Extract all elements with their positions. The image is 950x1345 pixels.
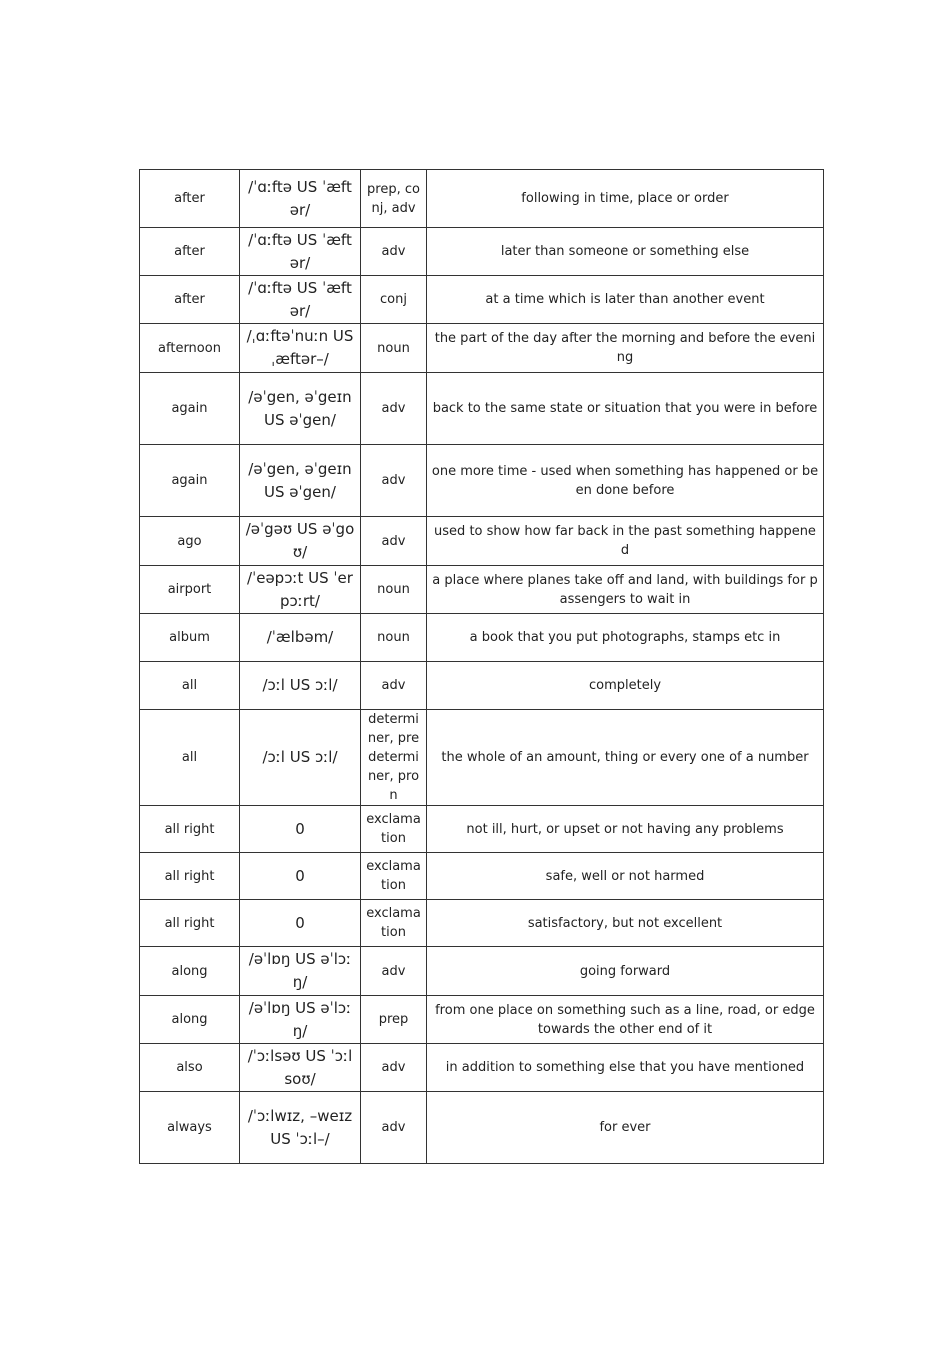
definition-cell: used to show how far back in the past something happened — [427, 517, 824, 566]
definition-cell: at a time which is later than another event — [427, 276, 824, 324]
definition-cell: from one place on something such as a line, road, or edge towards the other end of it — [427, 996, 824, 1044]
table-row — [140, 517, 824, 566]
part-of-speech-cell: noun — [361, 566, 427, 614]
table-row — [140, 1092, 824, 1164]
definition-cell: for ever — [427, 1092, 824, 1164]
definition-cell: one more time - used when something has happened or been done before — [427, 445, 824, 517]
pronunciation-cell: /əˈgen, əˈgeɪn US əˈgen/ — [240, 445, 361, 517]
part-of-speech-cell: exclamation — [361, 806, 427, 853]
table-row — [140, 324, 824, 373]
table-row — [140, 373, 824, 445]
pronunciation-cell: 0 — [240, 900, 361, 947]
word-cell: along — [140, 947, 240, 996]
part-of-speech-cell: determiner, predeterminer, pron — [361, 710, 427, 806]
table-row — [140, 276, 824, 324]
pronunciation-cell: /ˈælbəm/ — [240, 614, 361, 662]
part-of-speech-cell: adv — [361, 1044, 427, 1092]
definition-cell: safe, well or not harmed — [427, 853, 824, 900]
table-row — [140, 228, 824, 276]
definition-cell: satisfactory, but not excellent — [427, 900, 824, 947]
part-of-speech-cell: adv — [361, 228, 427, 276]
word-cell: along — [140, 996, 240, 1044]
word-cell: all — [140, 710, 240, 806]
pronunciation-cell: /ˈɑːftə US ˈæftər/ — [240, 276, 361, 324]
word-cell: after — [140, 170, 240, 228]
word-cell: all right — [140, 900, 240, 947]
word-cell: always — [140, 1092, 240, 1164]
pronunciation-cell: /əˈlɒŋ US əˈlɔːŋ/ — [240, 996, 361, 1044]
table-row — [140, 445, 824, 517]
pronunciation-cell: /ˌɑːftəˈnuːn US ˌæftər–/ — [240, 324, 361, 373]
part-of-speech-cell: adv — [361, 445, 427, 517]
word-cell: after — [140, 228, 240, 276]
pronunciation-cell: 0 — [240, 806, 361, 853]
definition-cell: not ill, hurt, or upset or not having any problems — [427, 806, 824, 853]
pronunciation-cell: /əˈgen, əˈgeɪn US əˈgen/ — [240, 373, 361, 445]
word-cell: airport — [140, 566, 240, 614]
part-of-speech-cell: adv — [361, 947, 427, 996]
table-row — [140, 1044, 824, 1092]
pronunciation-cell: /ˈɔːlsəʊ US ˈɔːlsoʊ/ — [240, 1044, 361, 1092]
pronunciation-cell: /ɔːl US ɔːl/ — [240, 710, 361, 806]
pronunciation-cell: 0 — [240, 853, 361, 900]
definition-cell: in addition to something else that you have mentioned — [427, 1044, 824, 1092]
word-cell: album — [140, 614, 240, 662]
definition-cell: later than someone or something else — [427, 228, 824, 276]
word-cell: after — [140, 276, 240, 324]
pronunciation-cell: /ˈɑːftə US ˈæftər/ — [240, 170, 361, 228]
pronunciation-cell: /ˈɔːlwɪz, –weɪz US ˈɔːl–/ — [240, 1092, 361, 1164]
table-row — [140, 853, 824, 900]
part-of-speech-cell: prep — [361, 996, 427, 1044]
word-cell: afternoon — [140, 324, 240, 373]
table-row — [140, 806, 824, 853]
table-row — [140, 170, 824, 228]
table-row — [140, 662, 824, 710]
definition-cell: a book that you put photographs, stamps etc in — [427, 614, 824, 662]
part-of-speech-cell: exclamation — [361, 853, 427, 900]
vocabulary-table — [139, 169, 824, 1164]
definition-cell: a place where planes take off and land, with buildings for passengers to wait in — [427, 566, 824, 614]
definition-cell: back to the same state or situation that you were in before — [427, 373, 824, 445]
part-of-speech-cell: adv — [361, 1092, 427, 1164]
table-row — [140, 566, 824, 614]
definition-cell: following in time, place or order — [427, 170, 824, 228]
part-of-speech-cell: noun — [361, 324, 427, 373]
pronunciation-cell: /ɔːl US ɔːl/ — [240, 662, 361, 710]
pronunciation-cell: /əˈlɒŋ US əˈlɔːŋ/ — [240, 947, 361, 996]
pronunciation-cell: /əˈgəʊ US əˈgoʊ/ — [240, 517, 361, 566]
table-row — [140, 710, 824, 806]
part-of-speech-cell: prep, conj, adv — [361, 170, 427, 228]
part-of-speech-cell: adv — [361, 517, 427, 566]
word-cell: ago — [140, 517, 240, 566]
table-row — [140, 996, 824, 1044]
table-row — [140, 947, 824, 996]
part-of-speech-cell: conj — [361, 276, 427, 324]
word-cell: all right — [140, 806, 240, 853]
part-of-speech-cell: adv — [361, 662, 427, 710]
word-cell: again — [140, 373, 240, 445]
pronunciation-cell: /ˈeəpɔːt US ˈerpɔːrt/ — [240, 566, 361, 614]
definition-cell: going forward — [427, 947, 824, 996]
part-of-speech-cell: noun — [361, 614, 427, 662]
word-cell: all — [140, 662, 240, 710]
table-row — [140, 614, 824, 662]
part-of-speech-cell: exclamation — [361, 900, 427, 947]
pronunciation-cell: /ˈɑːftə US ˈæftər/ — [240, 228, 361, 276]
word-cell: again — [140, 445, 240, 517]
definition-cell: the whole of an amount, thing or every one of a number — [427, 710, 824, 806]
word-cell: also — [140, 1044, 240, 1092]
table-row — [140, 900, 824, 947]
definition-cell: completely — [427, 662, 824, 710]
definition-cell: the part of the day after the morning and before the evening — [427, 324, 824, 373]
part-of-speech-cell: adv — [361, 373, 427, 445]
word-cell: all right — [140, 853, 240, 900]
